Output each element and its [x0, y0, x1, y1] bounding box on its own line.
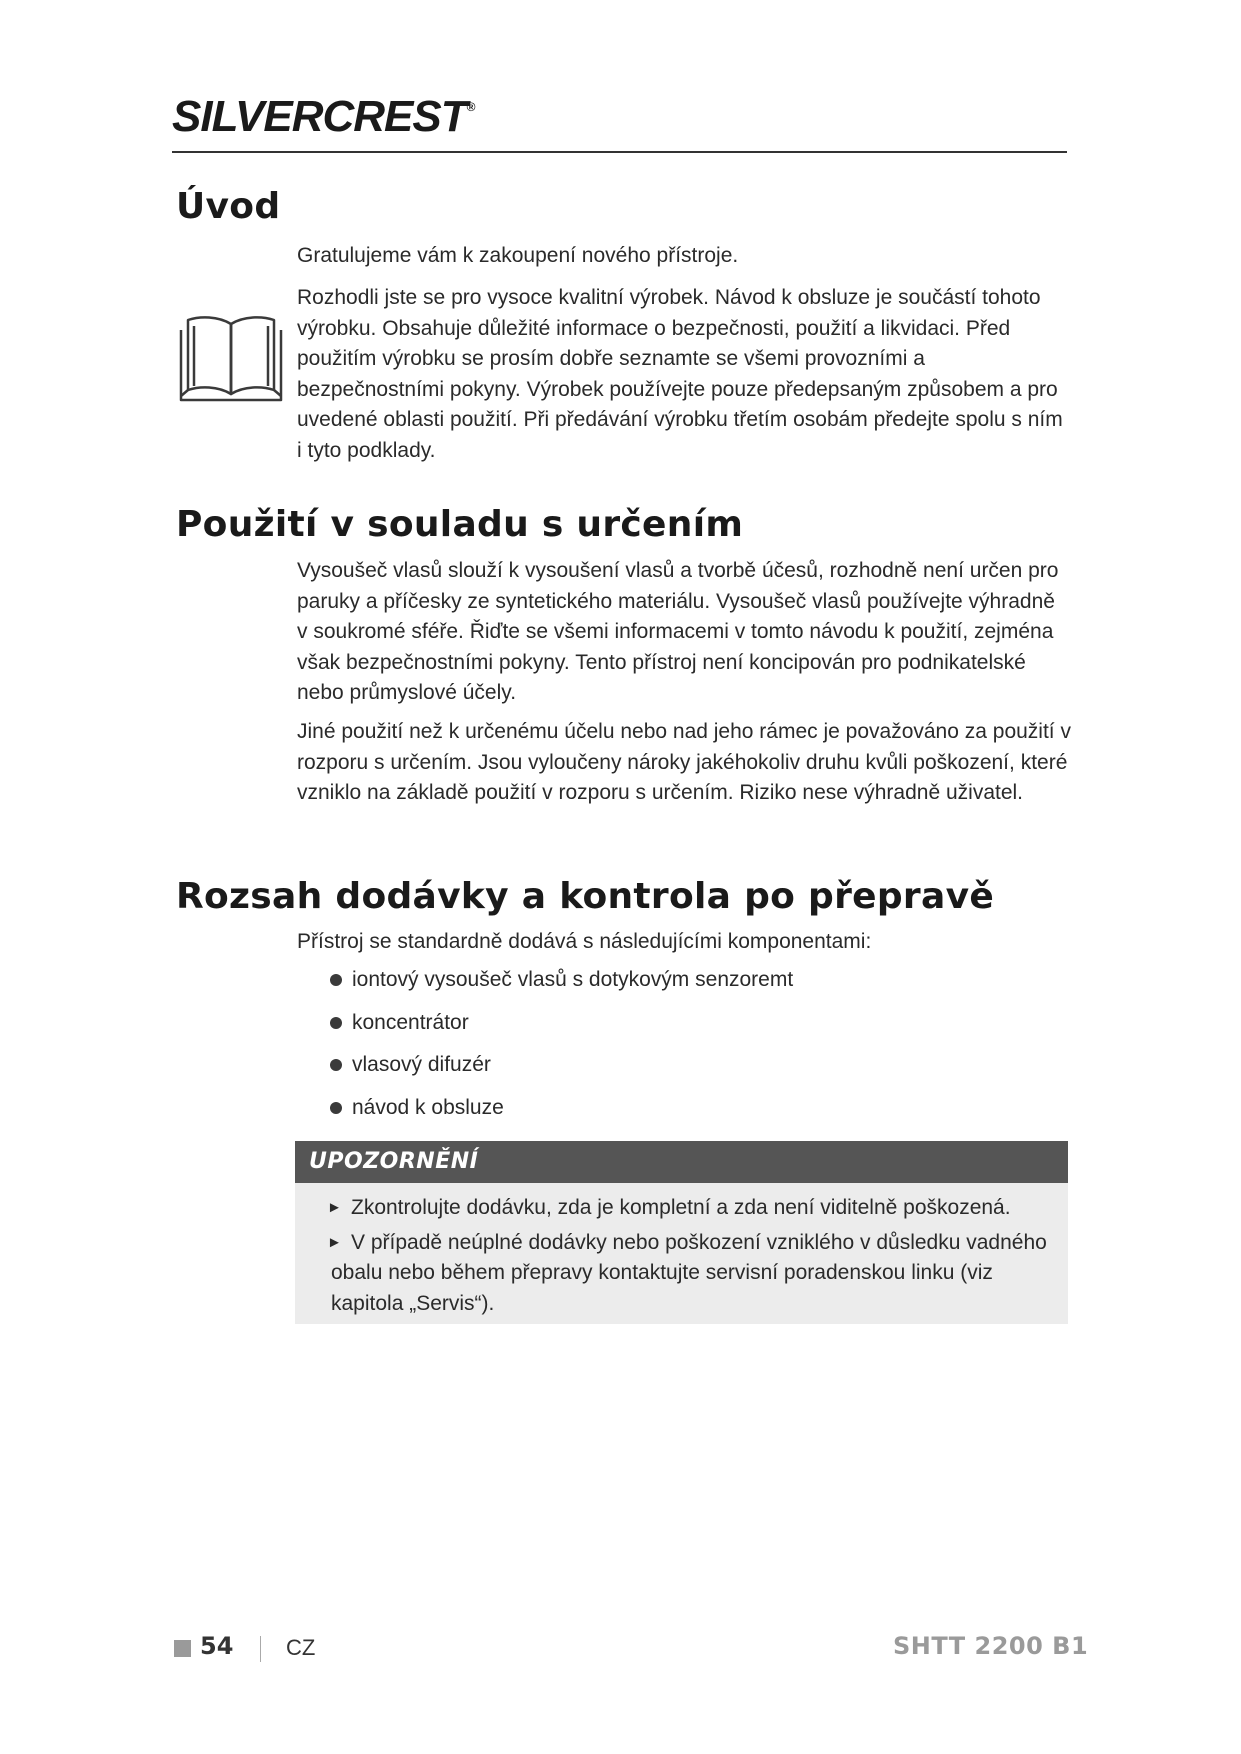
list-item-text: vlasový difuzér — [352, 1053, 491, 1076]
intro-congrats: Gratulujeme vám k zakoupení nového přístroje. — [297, 244, 739, 267]
read-manual-icon — [178, 312, 284, 402]
footer-divider — [260, 1636, 261, 1662]
intended-use-paragraph-1: Vysoušeč vlasů slouží k vysoušení vlasů a tvorbě účesů, rozhodně není určen pro paruky a příčesky ze syntetického materiálu. Vysoušeč vlasů používejte výhradně v soukromé sféře. Řiďte se všemi informacemi v tomto návodu k použití, zejména však bezpečnostními pokyny. Tento přístroj není koncipován pro podnikatelské nebo průmyslové účely. — [297, 559, 1059, 704]
list-item-text: iontový vysoušeč vlasů s dotykovým senzoremt — [352, 968, 794, 991]
arrow-right-icon: ► — [327, 1233, 342, 1251]
footer-language: CZ — [286, 1635, 316, 1660]
delivery-intro: Přístroj se standardně dodává s následujícími komponentami: — [297, 930, 872, 953]
list-item — [328, 1093, 793, 1123]
notice-title: UPOZORNĚNÍ — [295, 1141, 1068, 1183]
footer-model: SHTT 2200 B1 — [893, 1632, 1089, 1660]
brand-logo-text: SILVERCREST — [172, 92, 467, 141]
notice-box — [295, 1141, 1068, 1324]
list-item-text: koncentrátor — [352, 1010, 469, 1034]
notice-item — [327, 1228, 1071, 1320]
heading-intended-use: Použití v souladu s určením — [176, 504, 744, 545]
notice-list — [327, 1193, 1071, 1323]
bullet-icon — [330, 1102, 342, 1114]
delivery-items-list — [328, 965, 793, 1135]
heading-delivery-scope: Rozsah dodávky a kontrola po přepravě — [176, 876, 995, 917]
notice-item — [327, 1193, 1071, 1224]
arrow-right-icon: ► — [327, 1199, 342, 1216]
page-number: 54 — [200, 1632, 234, 1660]
notice-item-text: V případě neúplné dodávky nebo poškození vzniklého v důsledku vadného obalu nebo během přepravy kontaktujte servisní poradenskou linku (viz kapitola „Servis“). — [331, 1230, 1047, 1315]
list-item — [328, 1008, 793, 1038]
heading-intro: Úvod — [176, 186, 281, 227]
bullet-icon — [330, 974, 342, 986]
header-rule — [172, 151, 1067, 153]
intended-use-paragraph-2: Jiné použití než k určenému účelu nebo nad jeho rámec je považováno za použití v rozporu s určením. Jsou vyloučeny nároky jakéhokoliv druhu kvůli poškození, které vzniklo na základě použití v rozporu s určením. Riziko nese výhradně uživatel. — [297, 720, 1071, 804]
notice-item-text: Zkontrolujte dodávku, zda je kompletní a zda není viditelně poškozená. — [351, 1196, 1011, 1219]
list-item — [328, 1050, 793, 1080]
footer-square-icon — [174, 1640, 191, 1657]
registered-mark: ® — [466, 100, 475, 114]
bullet-icon — [330, 1017, 342, 1029]
list-item — [328, 965, 793, 995]
brand-logo — [172, 92, 474, 142]
bullet-icon — [330, 1059, 342, 1071]
intro-paragraph: Rozhodli jste se pro vysoce kvalitní výrobek. Návod k obsluze je součástí tohoto výrobku. Obsahuje důležité informace o bezpečnosti, použití a likvidaci. Před použitím výrobku se prosím dobře seznamte se všemi provozními a bezpečnostními pokyny. Výrobek používejte pouze předepsaným způsobem a pro uvedené oblasti použití. Při předávání výrobku třetím osobám předejte spolu s ním i tyto podklady. — [297, 286, 1063, 462]
list-item-text: návod k obsluze — [352, 1095, 504, 1119]
